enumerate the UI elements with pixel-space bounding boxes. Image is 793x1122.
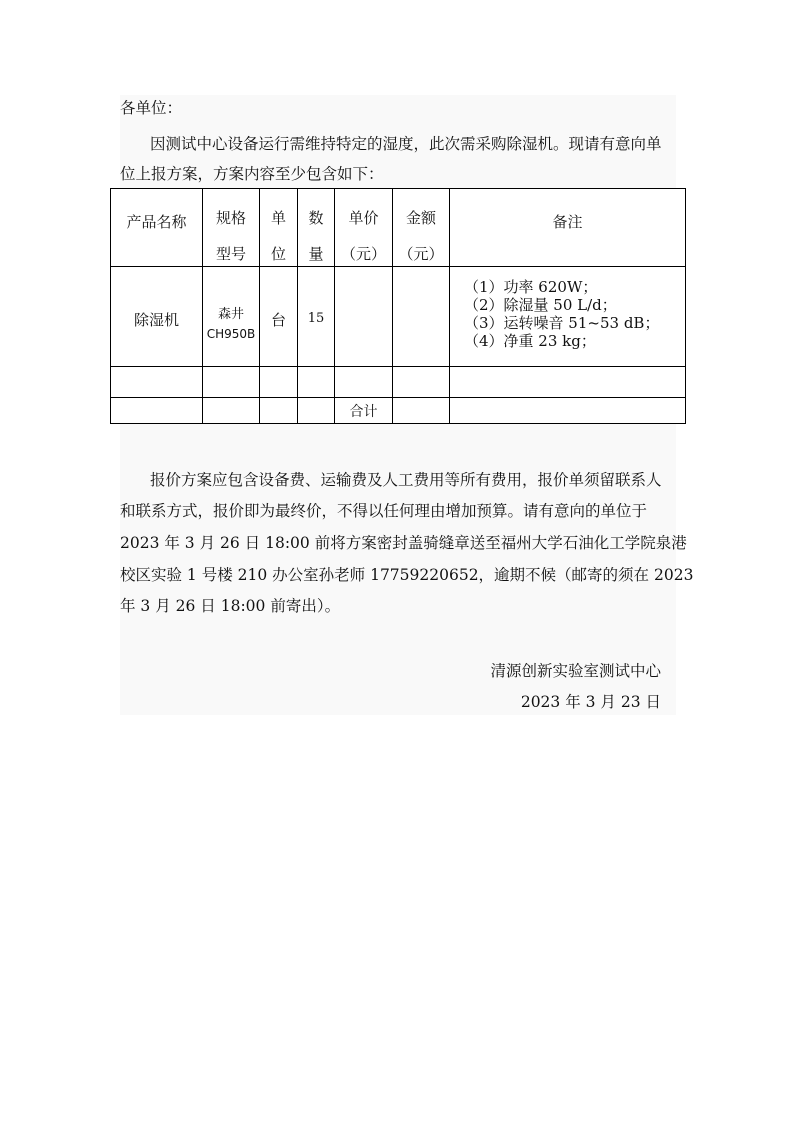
body-line-1: 报价方案应包含设备费、运输费及人工费用等所有费用，报价单须留联系人: [150, 471, 662, 489]
signature-date: 2023 年 3 月 23 日: [520, 693, 661, 711]
cell-spec: 森井 CH950B: [203, 267, 260, 367]
cell-remarks: [450, 267, 686, 367]
body-line-2: 和联系方式，报价即为最终价，不得以任何理由增加预算。请有意向的单位于: [120, 502, 648, 520]
cell-amount: [393, 267, 450, 367]
total-label: 合计: [335, 398, 393, 424]
signature-org: 清源创新实验室测试中心: [490, 662, 661, 680]
cell-qty: 15: [298, 267, 335, 367]
remark-item: （2）除湿量 50 L/d；: [464, 296, 617, 314]
body-line-3: 2023 年 3 月 26 日 18:00 前将方案密封盖骑缝章送至福州大学石油化工学院泉港: [120, 534, 687, 552]
header-spec: 规格 型号: [203, 189, 260, 267]
body-line-5: 年 3 月 26 日 18:00 前寄出）。: [120, 597, 341, 615]
body-line-4: 校区实验 1 号楼 210 办公室孙老师 17759220652，逾期不候（邮寄的须在 2023: [120, 566, 694, 584]
header-price: 单价 （元）: [335, 189, 393, 267]
cell-unit: 台: [260, 267, 298, 367]
table-row-empty: [111, 367, 686, 398]
remark-item: （3）运转噪音 51~53 dB；: [464, 314, 660, 332]
salutation: 各单位：: [120, 99, 183, 117]
remark-item: （1）功率 620W；: [464, 278, 598, 296]
quotation-table: [110, 188, 686, 424]
table-row: [111, 267, 686, 367]
table-header-row: [111, 189, 686, 267]
cell-price: [335, 267, 393, 367]
table-row-total: [111, 398, 686, 424]
intro-line-2: 位上报方案，方案内容至少包含如下：: [120, 165, 384, 183]
cell-product: 除湿机: [111, 267, 203, 367]
header-amount: 金额 （元）: [393, 189, 450, 267]
header-unit: 单 位: [260, 189, 298, 267]
header-product: 产品名称: [111, 189, 203, 267]
header-remarks: 备注: [450, 189, 686, 267]
intro-line-1: 因测试中心设备运行需维持特定的湿度，此次需采购除湿机。现请有意向单: [150, 135, 662, 153]
header-qty: 数 量: [298, 189, 335, 267]
remark-item: （4）净重 23 kg；: [464, 332, 596, 350]
